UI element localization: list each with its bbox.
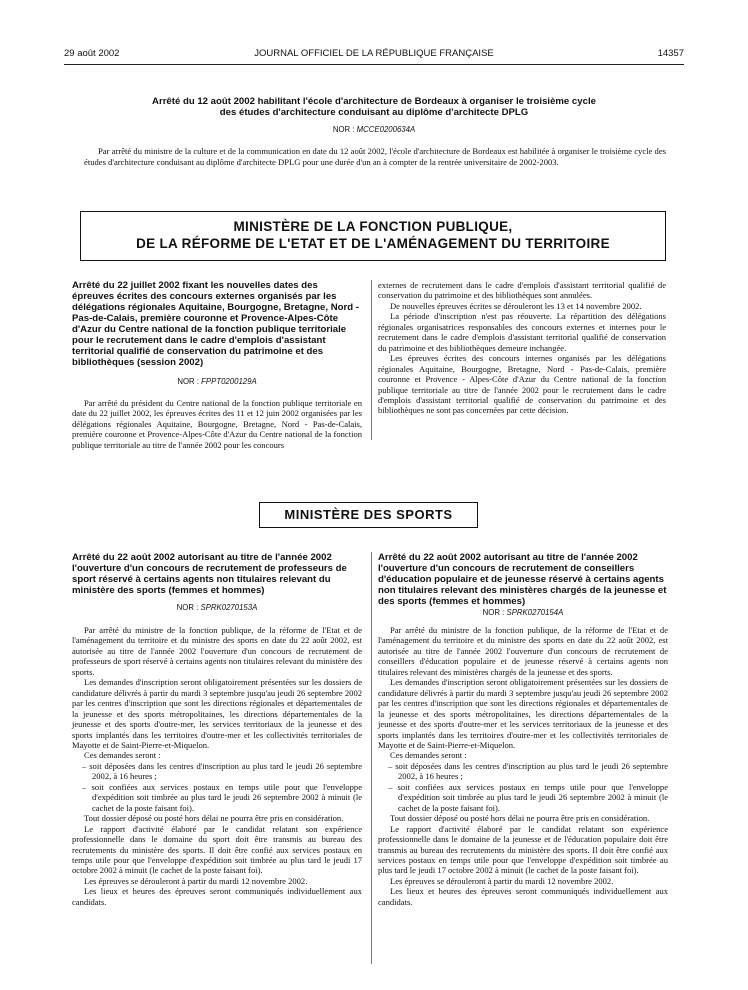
arrete4-paragraph: Par arrêté du ministre de la fonction publique, de la réforme de l'Etat et de l'aménagement du territoire et du ministre des sports en date du 22 août 2002, est autorisée au titre de l'année 2002 l'ouverture d'un concours de recrutement de conseillers d'éducation populaire et de jeunesse réservé à certains agents non titulaires relevant des ministères chargés de la jeunesse et des sports.: [378, 625, 668, 677]
arrete2-paragraph: De nouvelles épreuves écrites se dérouleront les 13 et 14 novembre 2002.: [390, 300, 642, 311]
arrete3-list-item: – soit confiées aux services postaux en temps utile pour que l'enveloppe d'expédition soit timbrée au plus tard le jeudi 26 septembre 2002 à minuit (le cachet de la poste faisant foi).: [82, 781, 362, 813]
ministry-line2: DE LA RÉFORME DE L'ETAT ET DE L'AMÉNAGEMENT DU TERRITOIRE: [136, 236, 610, 251]
arrete3-paragraph: Le rapport d'activité élaboré par le candidat relatant son expérience professionnelle dans le domaine du sport doit être transmis au bureau des recrutements du ministère des sports. Il doit être confié aux services postaux en temps utile pour que l'enveloppe d'expédition soit timbrée au plus tard le jeudi 17 octobre 2002 à minuit (le cachet de la poste faisant foi).: [72, 823, 362, 876]
nor-label: NOR :: [482, 608, 505, 617]
nor-code: MCCE0200634A: [356, 125, 416, 134]
arrete4-paragraph: Tout dossier déposé ou posté hors délai ne pourra être pris en considération.: [390, 813, 650, 824]
arrete3-paragraph: Tout dossier déposé ou posté hors délai ne pourra être pris en considération.: [84, 813, 344, 824]
arrete1-body: Par arrêté du ministre de la culture et de la communication en date du 12 août 2002, l'école d'architecture de Bordeaux est habilitée à organiser le troisième cycle des études d'architecture conduisant au diplôme d'architecte DPLG pour une durée d'un an à compter de la rentrée universitaire de 2002-2003.: [84, 146, 666, 167]
arrete4-list-item: – soit confiées aux services postaux en temps utile pour que l'enveloppe d'expédition soit timbrée au plus tard le jeudi 26 septembre 2002 à minuit (le cachet de la poste faisant foi).: [388, 781, 668, 813]
arrete2-paragraph: Par arrêté du président du Centre national de la fonction publique territoriale en date du 22 juillet 2002, les épreuves écrites des 11 et 12 juin 2002 organisées par les délégations régionales Aquitaine, Bourgogne, Bretagne, Nord - Pas-de-Calais, première couronne et Provence-Alpes-Côte d'Azur du Centre national de la fonction publique territoriale au titre de l'année 2002 pour les concours: [72, 398, 362, 450]
arrete3-paragraph: Par arrêté du ministre de la fonction publique, de la réforme de l'Etat et de l'aménagement du territoire et du ministre des sports en date du 22 août 2002, est autorisée au titre de l'année 2002 l'ouverture d'un concours de recrutement de professeurs de sport réservé à certains agents non titulaires relevant du ministère des sports.: [72, 625, 362, 677]
ministry-line1: MINISTÈRE DE LA FONCTION PUBLIQUE,: [233, 219, 513, 234]
arrete1-title: Arrêté du 12 août 2002 habilitant l'école d'architecture de Bordeaux à organiser le troisième cycle des études d'architecture conduisant au diplôme d'architecte DPLG: [152, 96, 596, 118]
arrete3-paragraph: Les épreuves se dérouleront à partir du mardi 12 novembre 2002.: [84, 875, 308, 886]
arrete2-left-column: [72, 398, 362, 450]
nor-code: FPPT0200129A: [201, 377, 257, 386]
arrete2-paragraph: La période d'inscription n'est pas réouverte. La répartition des délégations régionales organisatrices responsables des concours externes et internes pour le recrutement dans le cadre d'emplois d'assistant territorial qualifié de conservation du patrimoine et des bibliothèques demeure inchangée.: [378, 311, 666, 353]
arrete3-paragraph: Les lieux et heures des épreuves seront communiqués individuellement aux candidats.: [72, 886, 362, 907]
arrete4-paragraph: Les demandes d'inscription seront obligatoirement présentées sur les dossiers de candidature délivrés à partir du mardi 3 septembre jusqu'au jeudi 26 septembre 2002 par les centres d'inscription que sont les directions régionales et départementales de la jeunesse et des sports métropolitaines, les directions départementales de la jeunesse et des sports d'outre-mer et les services territoriaux de la jeunesse et des sports implantés dans les territoires d'outre-mer et les collectivités territoriales de Mayotte et de Saint-Pierre-et-Miquelon.: [378, 677, 668, 750]
column-divider: [371, 280, 372, 440]
ministry-fonction-publique-box: [80, 211, 666, 261]
arrete4-paragraph: Les épreuves se dérouleront à partir du mardi 12 novembre 2002.: [390, 875, 614, 886]
arrete3-title: Arrêté du 22 août 2002 autorisant au titre de l'année 2002 l'ouverture d'un concours de recrutement de professeurs de sport réservé à certains agents non titulaires relevant du ministère des sports (femmes et hommes): [72, 552, 347, 596]
nor-label: NOR :: [332, 125, 355, 134]
column-divider: [371, 552, 372, 964]
arrete2-right-column: [378, 280, 666, 416]
arrete2-nor: [72, 377, 362, 386]
nor-code: SPRK0270153A: [200, 603, 258, 612]
ministry-sports-box: [259, 502, 478, 528]
arrete2-paragraph: Les épreuves écrites des concours internes organisés par les délégations régionales Aquitaine, Bourgogne, Bretagne, Nord - Pas-de-Calais, première couronne et Provence - Alpes-Côte d'Azur du Centre national de la fonction publique territoriale au titre de l'année 2002 pour le recrutement dans le cadre d'emplois d'assistant territorial qualifié de conservation du patrimoine et des bibliothèques ne sont pas concernées par cette décision.: [378, 353, 666, 416]
arrete3-list-item: – soit déposées dans les centres d'inscription au plus tard le jeudi 26 septembre 2002, à 16 heures ;: [82, 760, 362, 782]
header-date: 29 août 2002: [64, 48, 120, 59]
header-journal-title: JOURNAL OFFICIEL DE LA RÉPUBLIQUE FRANÇAISE: [254, 48, 494, 59]
arrete4-title: Arrêté du 22 août 2002 autorisant au titre de l'année 2002 l'ouverture d'un concours de recrutement de conseillers d'éducation populaire et de jeunesse réservé à certains agents non titulaires relevant des ministères chargés de la jeunesse et des sports (femmes et hommes): [378, 552, 667, 607]
nor-code: SPRK0270154A: [506, 608, 564, 617]
nor-label: NOR :: [176, 603, 199, 612]
arrete4-list-item: – soit déposées dans les centres d'inscription au plus tard le jeudi 26 septembre 2002, à 16 heures ;: [388, 760, 668, 782]
nor-label: NOR :: [177, 377, 199, 386]
arrete4-nor: [378, 608, 668, 617]
arrete4-paragraph: Les lieux et heures des épreuves seront communiqués individuellement aux candidats.: [378, 886, 668, 907]
arrete3-paragraph: Ces demandes seront :: [84, 750, 161, 761]
header-page-number: 14357: [657, 48, 684, 59]
arrete1-nor: [0, 125, 748, 134]
arrete3-paragraph: Les demandes d'inscription seront obligatoirement présentées sur les dossiers de candidature délivrés à partir du mardi 3 septembre jusqu'au jeudi 26 septembre 2002 par les centres d'inscription que sont les directions régionales et départementales de la jeunesse et des sports métropolitaines, les directions départementales de la jeunesse et des sports d'outre-mer, les services territoriaux de la jeunesse et des sports implantés dans les territoires d'outre-mer et les collectivités territoriales de Mayotte et de Saint-Pierre-et-Miquelon.: [72, 677, 362, 750]
ministry-line1: MINISTÈRE DES SPORTS: [284, 507, 453, 522]
arrete3-nor: [72, 603, 362, 612]
arrete4-paragraph: Le rapport d'activité élaboré par le candidat relatant son expérience professionnelle dans le domaine de la jeunesse et de l'éducation populaire doit être transmis au bureau des recrutements du ministère des sports. Il doit être confié aux services postaux en temps utile pour que l'enveloppe d'expédition soit timbrée au plus tard le jeudi 17 octobre 2002 à minuit (le cachet de la poste faisant foi).: [378, 823, 668, 876]
arrete2-title: Arrêté du 22 juillet 2002 fixant les nouvelles dates des épreuves écrites des concours externes organisés par les délégations régionales Aquitaine, Bourgogne, Bretagne, Nord - Pas-de-Calais, première couronne et Provence-Alpes-Côte d'Azur du Centre national de la fonction publique territoriale pour le recrutement dans le cadre d'emplois d'assistant territorial qualifié de conservation du patrimoine et des bibliothèques (session 2002): [72, 280, 359, 368]
arrete4-column: [378, 625, 668, 907]
arrete2-paragraph: externes de recrutement dans le cadre d'emplois d'assistant territorial qualifié de conservation du patrimoine et des bibliothèques sont annulées.: [378, 280, 666, 301]
arrete3-column: [72, 625, 362, 907]
arrete4-paragraph: Ces demandes seront :: [390, 750, 467, 761]
header-rule: [64, 64, 684, 65]
